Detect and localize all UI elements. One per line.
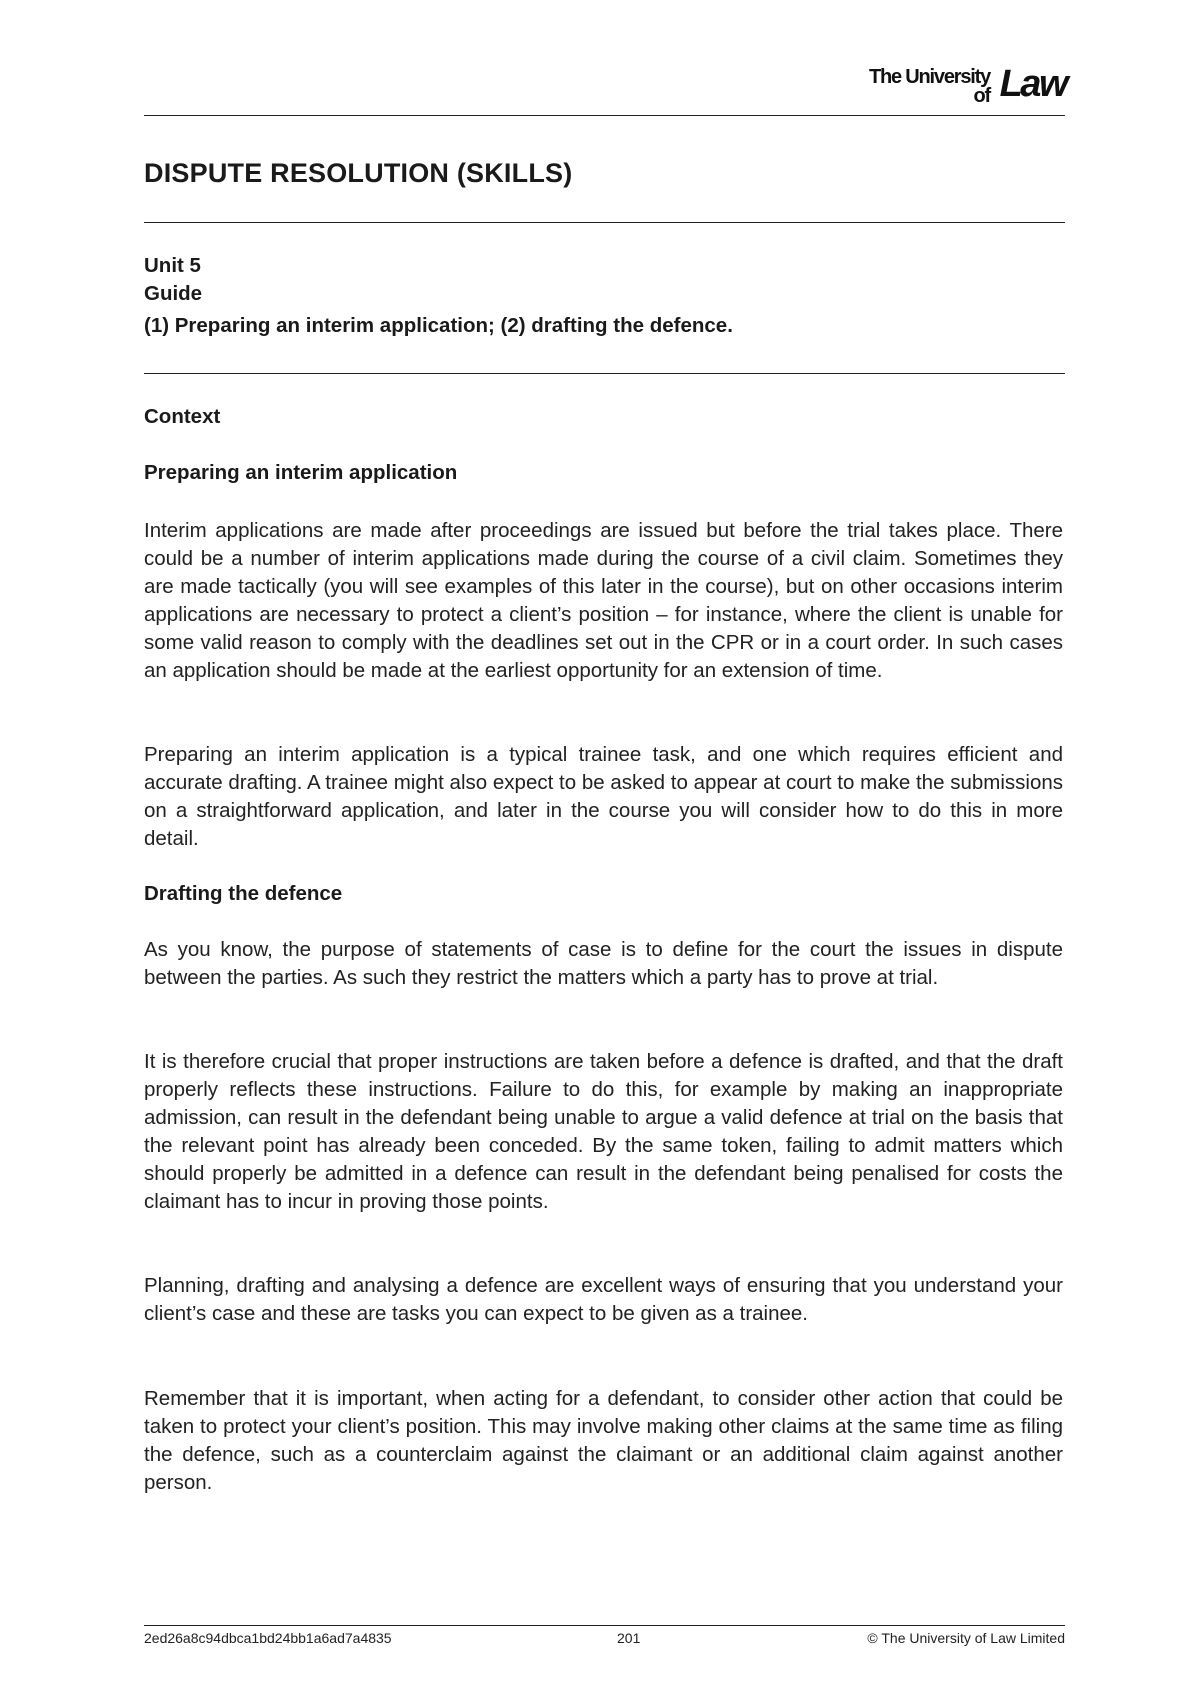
university-of-law-logo xyxy=(856,62,1066,112)
defence-paragraph-3: Planning, drafting and analysing a defence are excellent ways of ensuring that you understand your client’s case and these are tasks you can expect to be given as a trainee. xyxy=(144,1274,1063,1325)
unit-number: Unit 5 xyxy=(144,254,201,277)
interim-paragraph-2: Preparing an interim application is a typical trainee task, and one which requires efficient and accurate drafting. A trainee might also expect to be asked to appear at court to make the submissions on a straightforward application, and later in the course you will consider how to do this in more detail. xyxy=(144,743,1063,850)
logo-text-law: Law xyxy=(999,63,1066,105)
title-divider xyxy=(144,222,1065,223)
defence-paragraph-2: It is therefore crucial that proper instructions are taken before a defence is drafted, and that the draft properly reflects these instructions. Failure to do this, for example by making an inappropriate admission, can result in the defendant being unable to argue a valid defence at trial on the basis that the relevant point has already been conceded. By the same token, failing to admit matters which should properly be admitted in a defence can result in the defendant being penalised for costs the claimant has to incur in proving those points. xyxy=(144,1050,1063,1213)
drafting-defence-heading: Drafting the defence xyxy=(144,882,343,905)
footer-copyright: © The University of Law Limited xyxy=(867,1630,1065,1646)
context-heading: Context xyxy=(144,405,221,428)
logo-text-of: of xyxy=(973,85,990,107)
unit-subtitle: (1) Preparing an interim application; (2) drafting the defence. xyxy=(144,314,733,337)
footer-page-number: 201 xyxy=(617,1630,641,1646)
logo-text-university: The University xyxy=(868,66,990,88)
defence-paragraph-1: As you know, the purpose of statements of case is to define for the court the issues in dispute between the parties. As such they restrict the matters which a party has to prove at trial. xyxy=(144,938,1063,989)
unit-divider xyxy=(144,373,1065,374)
header-divider xyxy=(144,115,1065,116)
footer-document-id: 2ed26a8c94dbca1bd24bb1a6ad7a4835 xyxy=(144,1630,392,1646)
interim-paragraph-1: Interim applications are made after proceedings are issued but before the trial takes place. There could be a number of interim applications made during the course of a civil claim. Sometimes they are made tactically (you will see examples of this later in the course), but on other occasions interim applications are necessary to protect a client’s position – for instance, where the client is unable for some valid reason to comply with the deadlines set out in the CPR or in a court order. In such cases an application should be made at the earliest opportunity for an extension of time. xyxy=(144,519,1063,682)
interim-application-heading: Preparing an interim application xyxy=(144,461,458,484)
unit-info xyxy=(144,252,733,340)
footer-divider xyxy=(144,1625,1065,1626)
unit-type: Guide xyxy=(144,282,203,305)
document-title: DISPUTE RESOLUTION (SKILLS) xyxy=(144,158,573,188)
defence-paragraph-4: Remember that it is important, when acting for a defendant, to consider other action that could be taken to protect your client’s position. This may involve making other claims at the same time as filing the defence, such as a counterclaim against the claimant or an additional claim against another person. xyxy=(144,1387,1063,1494)
